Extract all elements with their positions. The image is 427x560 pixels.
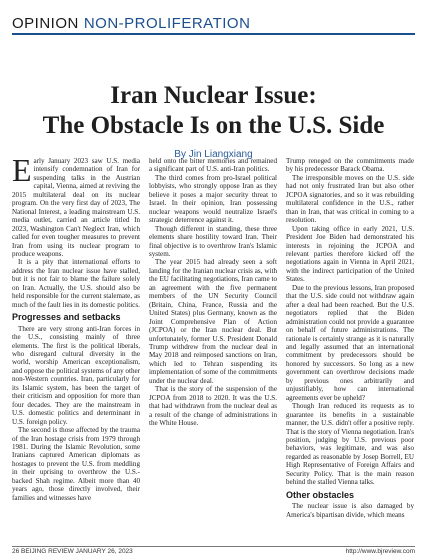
article-paragraph: The nuclear issue is also damaged by America's bipartisan divide, which means [286, 502, 414, 519]
page-footer [12, 548, 415, 558]
article-paragraph: The third comes from pro-Israel political lobbyists, who strongly oppose Iran as they believe it poses a major security threat to Israel. In their opinion, Iran possessing nuclear weapons would neutralize Israel's strategic deterrence against it. [149, 173, 277, 225]
article-column-3 [286, 157, 414, 547]
section-header [12, 6, 415, 32]
article-column-2 [149, 157, 277, 547]
article-paragraph: It is a pity that international efforts to address the Iran nuclear issue have stalled, but it is not fair to blame the failure solely on Iran. Actually, the U.S. should also be held responsible for the current stalemate, as much of the fault lies in its domestic politics. [12, 258, 140, 309]
footer-folio: 26 BEIJING REVIEW JANUARY 26, 2023 [12, 548, 133, 555]
headline-line-1: Iran Nuclear Issue: [110, 82, 317, 109]
byline: By Jin Liangxiang [174, 149, 253, 160]
article-paragraph: Due to the previous lessons, Iran proposed that the U.S. side could not withdraw again after a deal had been reached. But the U.S. negotiators replied that the Biden administration could not provide a guarantee on behalf of future administrations. The rationale is certainly strange as it is naturally and legally assumed that an international commitment by predecessors should be honored by successors. So long as a new government can overthrow decisions made by previous ones arbitrarily and unjustifiably, how can international agreements ever be upheld? [286, 283, 414, 402]
subheading: Other obstacles [286, 489, 355, 500]
article-paragraph: Though different in standing, these three elements share hostility toward Iran. Their final objective is to overthrow Iran's Islamic system. [149, 224, 277, 258]
article-paragraph: held onto the bitter memories and remained a significant part of U.S. anti-Iran politics. [149, 157, 277, 174]
footer-url: http://www.bjreview.com [345, 548, 415, 555]
article-paragraph: Though Iran reduced its requests as to guarantee its benefits in a sustainable manner, the U.S. didn't offer a positive reply. That is the story of Vienna negotiation. Iran's position, judging by U.S. previous poor behaviors, was legitimate, and was also regarded as reasonable by Josep Borrell, EU High Representative of Foreign Affairs and Security Policy. That is the main reason behind the stalled Vienna talks. [286, 402, 414, 487]
article-paragraph [12, 157, 140, 258]
section-sublabel: NON-PROLIFERATION [83, 15, 251, 32]
section-rule [12, 33, 415, 35]
article-paragraph: That is the story of the suspension of the JCPOA from 2018 to 2020. It was the U.S. that had withdrawn from the nuclear deal as a result of the change of administrations in the White House. [149, 385, 277, 428]
footer-rule [12, 546, 415, 547]
drop-cap: E [12, 157, 32, 188]
article-paragraph: The second is those affected by the trauma of the Iran hostage crisis from 1979 through 1981. During the Islamic Revolution, some Iranians captured American diplomats as hostages to prevent the U.S. from meddling in their uprising to overthrow the U.S.-backed Shah regime. Albeit more than 40 years ago, those directly involved, their families and witnesses have [12, 426, 140, 502]
article-column-1 [12, 157, 140, 547]
article-paragraph: The irresponsible moves on the U.S. side had not only frustrated Iran but also other JCPOA signatories, and so it was rebuilding multilateral confidence in the U.S., rather than in Iran, that was critical in coming to a resolution. [286, 173, 414, 225]
subheading: Progresses and setbacks [12, 312, 121, 323]
section-label: OPINION [12, 15, 79, 32]
article-paragraph: There are very strong anti-Iran forces in the U.S., consisting mainly of three elements. The first is the political liberals, who disregard cultural diversity in the world, worship American exceptionalism, and oppose the political systems of any other non-Western countries. Iran, particularly for its Islamic system, has been the target of their criticism and opposition for more than four decades. They are the mainstream in U.S. domestic politics and determinant in U.S. foreign policy. [12, 324, 140, 426]
headline-line-2: The Obstacle Is on the U.S. Side [42, 112, 385, 139]
article-paragraph: Upon taking office in early 2021, U.S. President Joe Biden had demonstrated his interests in rejoining the JCPOA and relevant parties therefore kicked off the negotiations again in Vienna in April 2021, with the indirect participation of the United States. [286, 224, 414, 284]
article-paragraph: Trump reneged on the commitments made by his predecessor Barack Obama. [286, 157, 414, 174]
article-paragraph: The year 2015 had already seen a soft landing for the Iranian nuclear crisis as, with the EU facilitating negotiations, Iran came to an agreement with the five permanent members of the UN Security Council (Britain, China, France, Russia and the United States) plus Germany, known as the Joint Comprehensive Plan of Action (JCPOA) or the Iran nuclear deal. But unfortunately, former U.S. President Donald Trump withdrew from the nuclear deal in May 2018 and reimposed sanctions on Iran, which led to Tehran suspending its implementation of some of the commitments under the nuclear deal. [149, 258, 277, 385]
paragraph-text: arly January 2023 saw U.S. media intensify condemnation of Iran for suspending talks in the Austrian capital, Vienna, aimed at reviving the 2015 multilateral deal on its nuclear program. On the very first day of 2023, The National Interest, a leading mainstream U.S. media outlet, carried an article titled In 2023, Washington Can't Neglect Iran, which called for even tougher measures to prevent Iran from using its nuclear program to produce weapons. [12, 157, 140, 258]
